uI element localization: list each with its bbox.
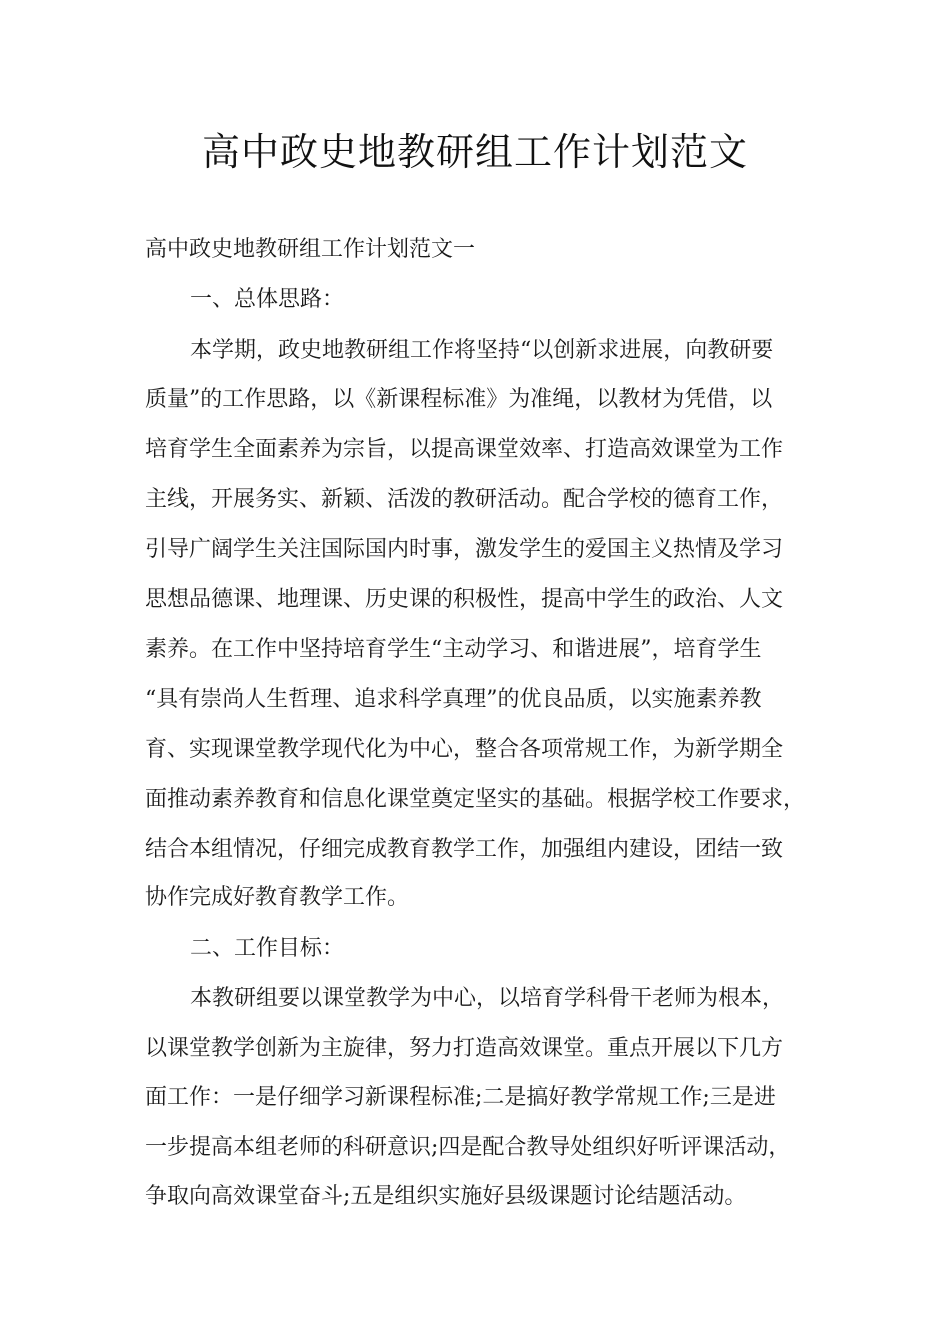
paragraph-line: 结合本组情况，仔细完成教育教学工作，加强组内建设，团结一致 bbox=[145, 837, 784, 862]
paragraph-line: 协作完成好教育教学工作。 bbox=[145, 885, 410, 910]
paragraph-line: 素养。在工作中坚持培育学生“主动学习、和谐进展”，培育学生 bbox=[145, 637, 762, 662]
paragraph-line: 本学期，政史地教研组工作将坚持“以创新求进展，向教研要 bbox=[190, 338, 774, 363]
paragraph-line: 一步提高本组老师的科研意识;四是配合教导处组织好听评课活动， bbox=[145, 1135, 791, 1160]
paragraph-line: “具有崇尚人生哲理、追求科学真理”的优良品质，以实施素养教 bbox=[145, 687, 762, 712]
paragraph-line: 本教研组要以课堂教学为中心，以培育学科骨干老师为根本， bbox=[190, 986, 785, 1011]
paragraph-line: 主线，开展务实、新颖、活泼的教研活动。配合学校的德育工作， bbox=[145, 487, 784, 512]
paragraph-line: 育、实现课堂教学现代化为中心，整合各项常规工作，为新学期全 bbox=[145, 737, 784, 762]
paragraph-line: 以课堂教学创新为主旋律，努力打造高效课堂。重点开展以下几方 bbox=[145, 1036, 784, 1061]
paragraph-line: 面工作：一是仔细学习新课程标准;二是搞好教学常规工作;三是进 bbox=[145, 1085, 776, 1110]
paragraph-line: 争取向高效课堂奋斗;五是组织实施好县级课题讨论结题活动。 bbox=[145, 1184, 747, 1209]
paragraph-line: 思想品德课、地理课、历史课的积极性，提高中学生的政治、人文 bbox=[145, 587, 784, 612]
subtitle-line: 高中政史地教研组工作计划范文一 bbox=[145, 237, 476, 262]
paragraph-line: 培育学生全面素养为宗旨，以提高课堂效率、打造高效课堂为工作 bbox=[145, 437, 784, 462]
section-heading-2: 二、工作目标： bbox=[190, 936, 345, 961]
document-title: 高中政史地教研组工作计划范文 bbox=[201, 130, 748, 174]
paragraph-line: 引导广阔学生关注国际国内时事，激发学生的爱国主义热情及学习 bbox=[145, 537, 784, 562]
paragraph-line: 面推动素养教育和信息化课堂奠定坚实的基础。根据学校工作要求， bbox=[145, 787, 806, 812]
paragraph-line: 质量”的工作思路，以《新课程标准》为准绳，以教材为凭借，以 bbox=[145, 387, 773, 412]
section-heading-1: 一、总体思路： bbox=[190, 287, 345, 312]
